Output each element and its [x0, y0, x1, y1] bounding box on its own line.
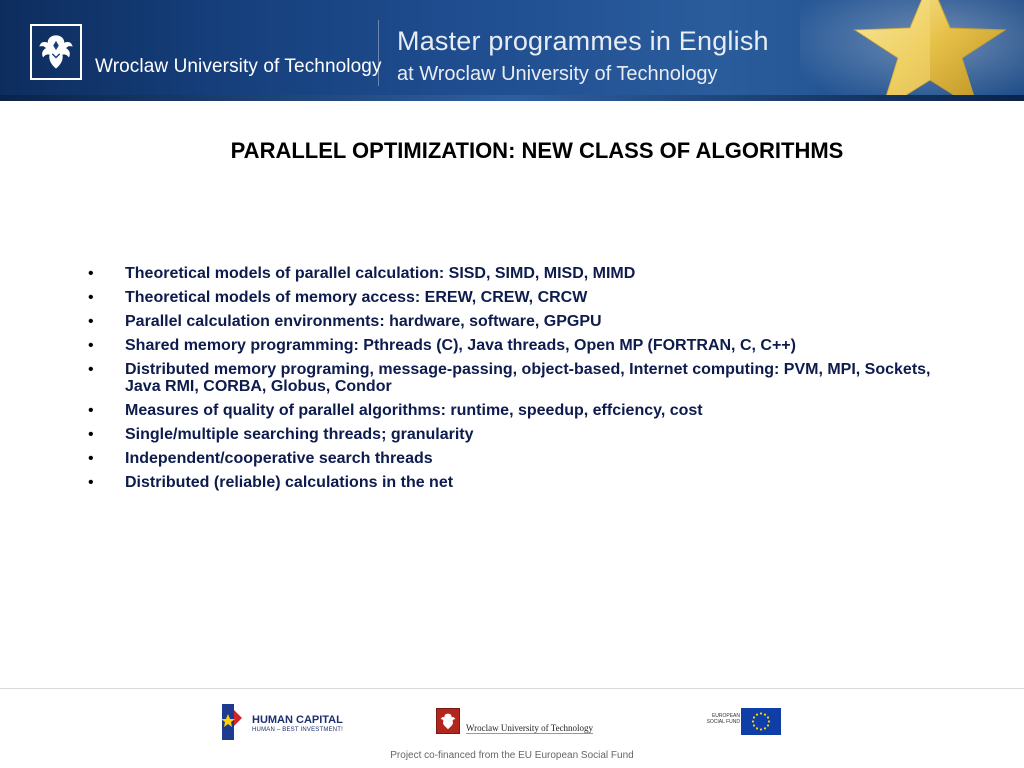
header-banner — [0, 0, 1024, 101]
list-item-text: Single/multiple searching threads; granularity — [125, 426, 474, 443]
footer-divider — [0, 688, 1024, 689]
eu-flag-icon — [741, 708, 781, 735]
bullet-icon: • — [88, 265, 94, 282]
footer-university-name: Wroclaw University of Technology — [466, 723, 594, 733]
bullet-icon: • — [88, 289, 94, 306]
list-item-text: Parallel calculation environments: hardware, software, GPGPU — [125, 313, 602, 330]
list-item-text: Theoretical models of memory access: EREW, CREW, CRCW — [125, 289, 588, 306]
human-capital-title: HUMAN CAPITAL — [252, 714, 343, 726]
list-item-text: Distributed memory programing, message-passing, object-based, Internet computing: PVM, MPI, Sockets, Java RMI, CORBA, Globus, Condor — [125, 361, 931, 395]
esf-label: EUROPEAN SOCIAL FUND — [706, 713, 740, 725]
human-capital-logo-icon — [220, 700, 244, 744]
university-name: Wroclaw University of Technology — [95, 56, 382, 77]
list-item-text: Distributed (reliable) calculations in the net — [125, 474, 454, 491]
bullet-icon: • — [88, 426, 94, 443]
human-capital-subtitle: HUMAN – BEST INVESTMENT! — [252, 727, 344, 733]
list-item — [88, 402, 948, 419]
list-item — [88, 289, 948, 306]
list-item-text: Independent/cooperative search threads — [125, 450, 433, 467]
list-item — [88, 313, 948, 330]
bullet-icon: • — [88, 450, 94, 467]
programme-title-line2: at Wroclaw University of Technology — [397, 63, 718, 85]
header-divider — [378, 20, 379, 86]
list-item-text: Theoretical models of parallel calculation: SISD, SIMD, MISD, MIMD — [125, 265, 636, 282]
list-item — [88, 265, 948, 282]
programme-title-line1: Master programmes in English — [397, 26, 769, 56]
list-item-text: Measures of quality of parallel algorithms: runtime, speedup, effciency, cost — [125, 402, 703, 419]
bullet-icon: • — [88, 313, 94, 330]
list-item — [88, 474, 948, 491]
list-item — [88, 337, 948, 354]
university-crest-small-icon — [436, 708, 460, 734]
cofinanced-note: Project co-financed from the EU European Social Fund — [390, 750, 634, 761]
bullet-icon: • — [88, 402, 94, 419]
bullet-icon: • — [88, 361, 94, 378]
bullet-icon: • — [88, 474, 94, 491]
bullet-list — [88, 265, 948, 498]
list-item — [88, 426, 948, 443]
bullet-icon: • — [88, 337, 94, 354]
gold-star-icon — [800, 0, 1024, 101]
list-item — [88, 450, 948, 467]
slide-title: PARALLEL OPTIMIZATION: NEW CLASS OF ALGORITHMS — [230, 138, 844, 163]
list-item-text: Shared memory programming: Pthreads (C), Java threads, Open MP (FORTRAN, C, C++) — [125, 337, 796, 354]
list-item — [88, 361, 948, 395]
university-crest-icon — [30, 24, 82, 80]
